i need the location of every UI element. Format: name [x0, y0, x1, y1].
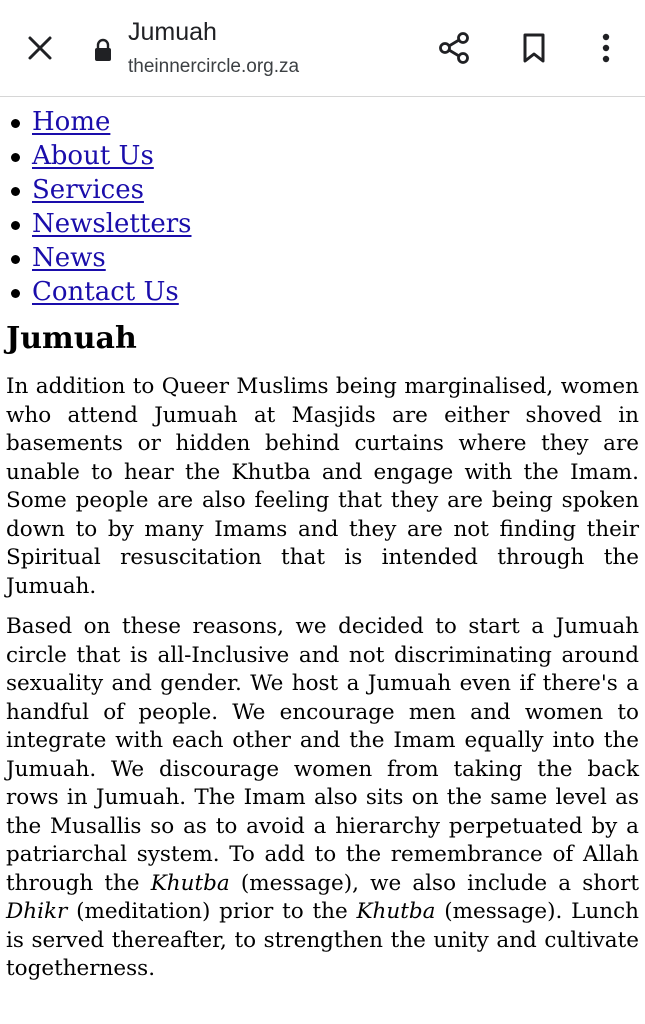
bullet-icon: [11, 221, 20, 230]
page-url[interactable]: theinnercircle.org.za: [128, 56, 300, 77]
lock-icon: [93, 38, 113, 62]
nav-item-newsletters: [0, 207, 192, 241]
nav-link-home[interactable]: Home: [32, 107, 111, 137]
bookmark-button[interactable]: [510, 24, 558, 72]
nav-item-about-us: [0, 139, 192, 173]
bookmark-icon: [521, 32, 547, 64]
nav-item-services: [0, 173, 192, 207]
close-icon: [27, 35, 53, 61]
more-vert-icon: [601, 33, 611, 63]
article-paragraph-1: In addition to Queer Muslims being marginalised, women who attend Jumuah at Masjids are either shoved in basements or hidden behind curtains where they are unable to hear the Khutba and engage with the Imam. Some people are also feeling that they are being spoken down to by many Imams and they are not finding their Spiritual resuscitation that is intended through the Jumuah.: [6, 374, 639, 599]
khutba-term: Khutba: [356, 899, 436, 924]
bullet-icon: [11, 187, 20, 196]
nav-item-news: [0, 241, 192, 275]
article-heading: Jumuah: [6, 321, 137, 356]
nav-link-services[interactable]: Services: [32, 175, 144, 205]
nav-item-home: [0, 105, 192, 139]
site-nav: [0, 105, 192, 309]
browser-toolbar: [0, 0, 645, 97]
paragraph-2-text: (message). Lunch is served thereafter, to strengthen the unity and cultivate togetherness.: [6, 899, 639, 981]
nav-link-news[interactable]: News: [32, 243, 106, 273]
khutba-term: Khutba: [150, 870, 230, 896]
nav-link-newsletters[interactable]: Newsletters: [32, 209, 192, 239]
bullet-icon: [11, 153, 20, 162]
bullet-icon: [11, 119, 20, 128]
article-paragraph-2: [6, 613, 639, 984]
share-button[interactable]: [430, 24, 478, 72]
more-menu-button[interactable]: [582, 24, 630, 72]
bullet-icon: [11, 255, 20, 264]
page-title: Jumuah: [128, 18, 217, 46]
nav-link-about-us[interactable]: About Us: [32, 141, 154, 171]
paragraph-2-text: (meditation) prior to the: [67, 899, 357, 924]
close-button[interactable]: [16, 24, 64, 72]
dhikr-term: Dhikr: [6, 899, 68, 924]
paragraph-2-text: Based on these reasons, we decided to start a Jumuah circle that is all-Inclusive and not discriminating around sexuality and gender. We host a Jumuah even if there's a handful of people. We encourage men and women to integrate with each other and the Imam equally into the Jumuah. We discourage women from taking the back rows in Jumuah. The Imam also sits on the same level as the Musallis so as to avoid a hierarchy perpetuated by a patriarchal system. To add to the remembrance of Allah through the: [6, 614, 639, 896]
nav-item-contact-us: [0, 275, 192, 309]
bullet-icon: [11, 289, 20, 298]
share-icon: [437, 31, 471, 65]
nav-link-contact-us[interactable]: Contact Us: [32, 277, 179, 307]
paragraph-2-text: (message), we also include a short: [229, 870, 640, 896]
